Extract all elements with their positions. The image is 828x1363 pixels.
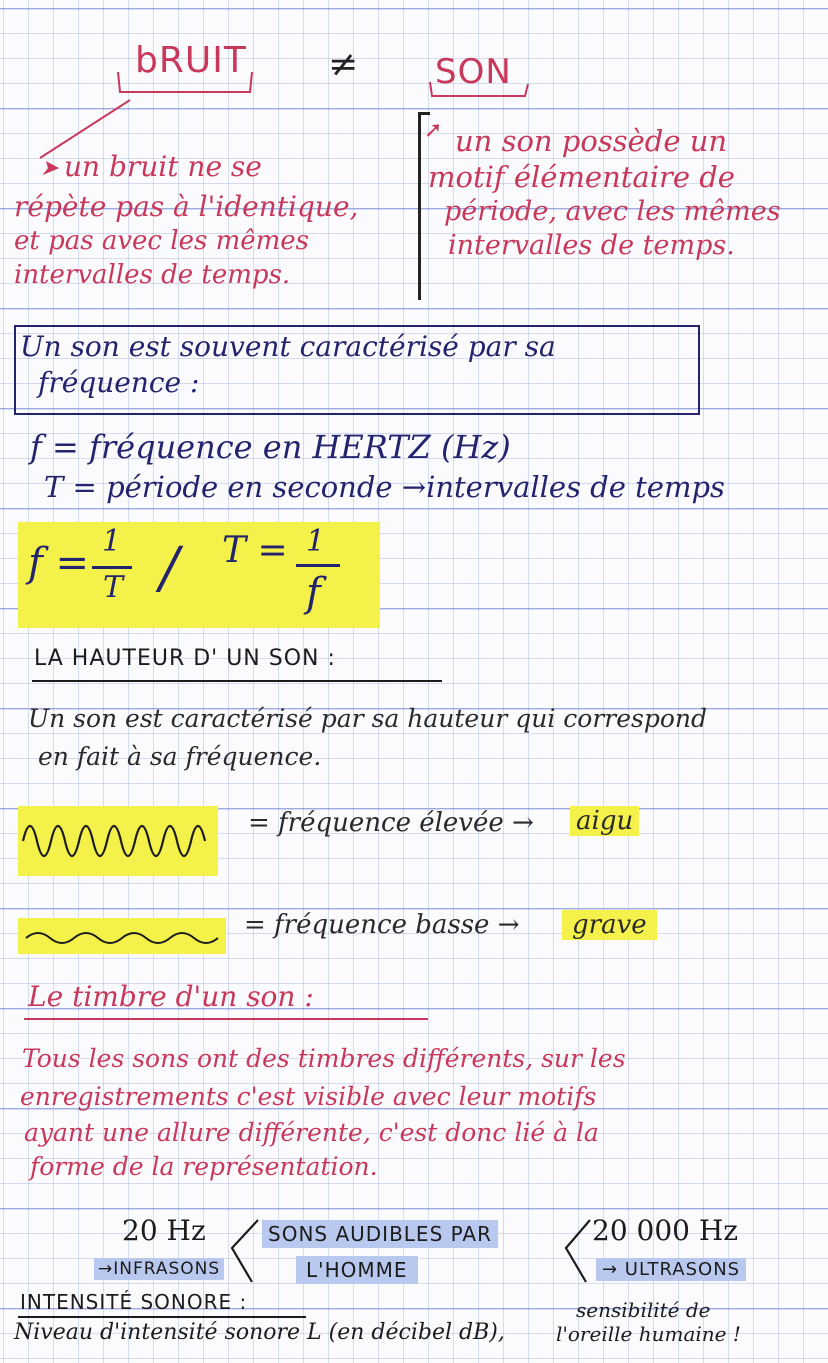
- frequency-definition: f = fréquence en HERTZ (Hz): [30, 428, 511, 466]
- hauteur-text-line: en fait à sa fréquence.: [38, 742, 322, 771]
- box-line: Un son est souvent caractérisé par sa: [20, 330, 556, 363]
- sensibilite-note: sensibilité de: [576, 1298, 711, 1322]
- formula-num1: 1: [102, 524, 122, 559]
- audible-label-2: L'HOMME: [296, 1256, 418, 1284]
- son-def-line: période, avec les mêmes: [444, 196, 781, 227]
- timbre-text-line: enregistrements c'est visible avec leur motifs: [20, 1082, 597, 1111]
- grave-word: grave: [562, 910, 657, 940]
- fraction-bar-2: [296, 564, 340, 567]
- bruit-arrow: ➤: [40, 156, 59, 181]
- timbre-text-line: forme de la représentation.: [30, 1152, 378, 1181]
- son-def-line: intervalles de temps.: [448, 230, 735, 261]
- high-frequency-wave: [18, 806, 218, 876]
- bruit-def-line: intervalles de temps.: [14, 260, 291, 290]
- sensibilite-note: l'oreille humaine !: [556, 1322, 741, 1346]
- hauteur-text-line: Un son est caractérisé par sa hauteur qui correspond: [28, 704, 708, 733]
- formula-f-lhs: f =: [28, 540, 90, 586]
- son-def-line: un son possède un: [455, 124, 728, 158]
- infrasons-label: →INFRASONS: [94, 1258, 224, 1280]
- intensite-underline: [18, 1316, 306, 1318]
- son-title: SON: [435, 52, 512, 92]
- high-frequency-label: = fréquence élevée →: [248, 808, 534, 838]
- formula-slash: /: [160, 536, 179, 601]
- bruit-title: bRUIT: [135, 40, 247, 81]
- timbre-title: Le timbre d'un son :: [28, 980, 314, 1013]
- son-def-line: motif élémentaire de: [428, 160, 735, 194]
- formula-den2: f: [306, 570, 321, 616]
- hauteur-title: LA HAUTEUR D' UN SON :: [34, 646, 336, 671]
- intensite-text: Niveau d'intensité sonore L (en décibel dB),: [14, 1320, 505, 1345]
- audible-high-limit: 20 000 Hz: [592, 1214, 739, 1247]
- timbre-underline: [24, 1018, 428, 1020]
- period-definition: T = période en seconde →intervalles de temps: [44, 470, 725, 504]
- formula-t-lhs: T =: [222, 530, 288, 571]
- not-equal-sign: ≠: [328, 44, 359, 85]
- audible-label-1: SONS AUDIBLES PAR: [262, 1220, 498, 1248]
- intensite-title: INTENSITÉ SONORE :: [20, 1290, 248, 1314]
- box-line: fréquence :: [38, 366, 200, 399]
- low-frequency-wave: [18, 918, 228, 954]
- hauteur-underline: [32, 680, 442, 682]
- son-arrow: ➚: [424, 118, 443, 143]
- timbre-text-line: ayant une allure différente, c'est donc lié à la: [24, 1118, 599, 1147]
- bruit-def-line: et pas avec les mêmes: [14, 226, 309, 256]
- header-divider: [418, 112, 421, 300]
- formula-num2: 1: [306, 524, 326, 559]
- audible-low-limit: 20 Hz: [122, 1214, 206, 1247]
- timbre-text-line: Tous les sons ont des timbres différents, sur les: [22, 1044, 626, 1073]
- bruit-def-line: répète pas à l'identique,: [14, 190, 359, 223]
- aigu-word: aigu: [570, 806, 639, 836]
- divider-hook: [418, 112, 430, 115]
- formula-den1: T: [103, 570, 124, 605]
- bruit-def-line: un bruit ne se: [64, 150, 262, 183]
- low-frequency-label: = fréquence basse →: [244, 910, 520, 940]
- ultrasons-label: → ULTRASONS: [596, 1258, 746, 1281]
- bruit-bracket: [0, 0, 828, 140]
- fraction-bar-1: [92, 566, 132, 569]
